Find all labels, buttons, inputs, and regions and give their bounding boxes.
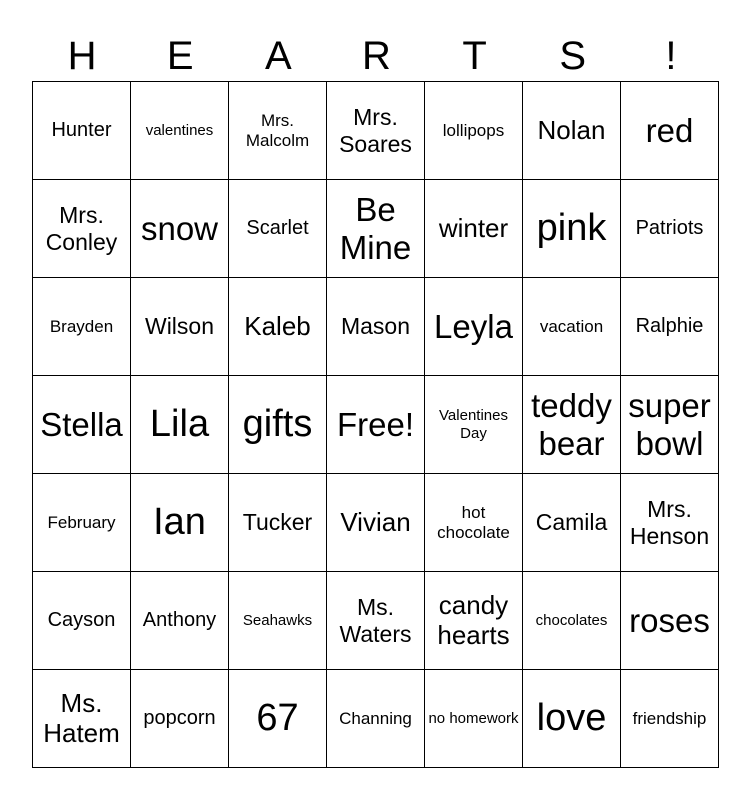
bingo-cell: Mrs. Conley xyxy=(33,180,131,278)
bingo-cell: Be Mine xyxy=(327,180,425,278)
bingo-cell: Seahawks xyxy=(229,572,327,670)
header-letter-a: A xyxy=(265,34,292,78)
bingo-cell: Cayson xyxy=(33,572,131,670)
bingo-cell: lollipops xyxy=(425,82,523,180)
bingo-cell: friendship xyxy=(621,670,719,768)
header-letter-h: H xyxy=(67,34,97,78)
bingo-cell: Nolan xyxy=(523,82,621,180)
bingo-cell: pink xyxy=(523,180,621,278)
bingo-cell: popcorn xyxy=(131,670,229,768)
bingo-cell: Valentines Day xyxy=(425,376,523,474)
bingo-cell: no homework xyxy=(425,670,523,768)
header-letter-e: E xyxy=(166,34,194,78)
bingo-cell: chocolates xyxy=(523,572,621,670)
bingo-cell: 67 xyxy=(229,670,327,768)
bingo-cell: roses xyxy=(621,572,719,670)
bingo-cell: super bowl xyxy=(621,376,719,474)
header-letter-s: S xyxy=(559,34,587,78)
bingo-cell: Mrs. Soares xyxy=(327,82,425,180)
bingo-board xyxy=(32,81,719,768)
bingo-cell: Mrs. Henson xyxy=(621,474,719,572)
bingo-header xyxy=(33,30,720,82)
bingo-cell: Hunter xyxy=(33,82,131,180)
free-space: Free! xyxy=(327,376,425,474)
bingo-cell: Kaleb xyxy=(229,278,327,376)
bingo-cell: Brayden xyxy=(33,278,131,376)
bingo-cell: Camila xyxy=(523,474,621,572)
bingo-cell: Mrs. Malcolm xyxy=(229,82,327,180)
bingo-cell: Wilson xyxy=(131,278,229,376)
bingo-cell: Ms. Waters xyxy=(327,572,425,670)
bingo-cell: Lila xyxy=(131,376,229,474)
bingo-cell: gifts xyxy=(229,376,327,474)
header-letter-r: R xyxy=(362,34,391,78)
bingo-cell: Leyla xyxy=(425,278,523,376)
bingo-cell: Ian xyxy=(131,474,229,572)
bingo-cell: Vivian xyxy=(327,474,425,572)
bingo-cell: Scarlet xyxy=(229,180,327,278)
bingo-cell: Ralphie xyxy=(621,278,719,376)
bingo-cell: February xyxy=(33,474,131,572)
bingo-cell: winter xyxy=(425,180,523,278)
header-letter-exclamation: ! xyxy=(665,34,677,78)
bingo-cell: red xyxy=(621,82,719,180)
bingo-cell: Stella xyxy=(33,376,131,474)
bingo-cell: candy hearts xyxy=(425,572,523,670)
bingo-cell: teddy bear xyxy=(523,376,621,474)
header-letter-t: T xyxy=(462,34,487,78)
bingo-cell: vacation xyxy=(523,278,621,376)
bingo-cell: Mason xyxy=(327,278,425,376)
bingo-cell: Ms. Hatem xyxy=(33,670,131,768)
bingo-cell: snow xyxy=(131,180,229,278)
bingo-cell: Channing xyxy=(327,670,425,768)
bingo-cell: Patriots xyxy=(621,180,719,278)
bingo-cell: Tucker xyxy=(229,474,327,572)
bingo-cell: Anthony xyxy=(131,572,229,670)
bingo-cell: valentines xyxy=(131,82,229,180)
bingo-cell: love xyxy=(523,670,621,768)
bingo-cell: hot chocolate xyxy=(425,474,523,572)
